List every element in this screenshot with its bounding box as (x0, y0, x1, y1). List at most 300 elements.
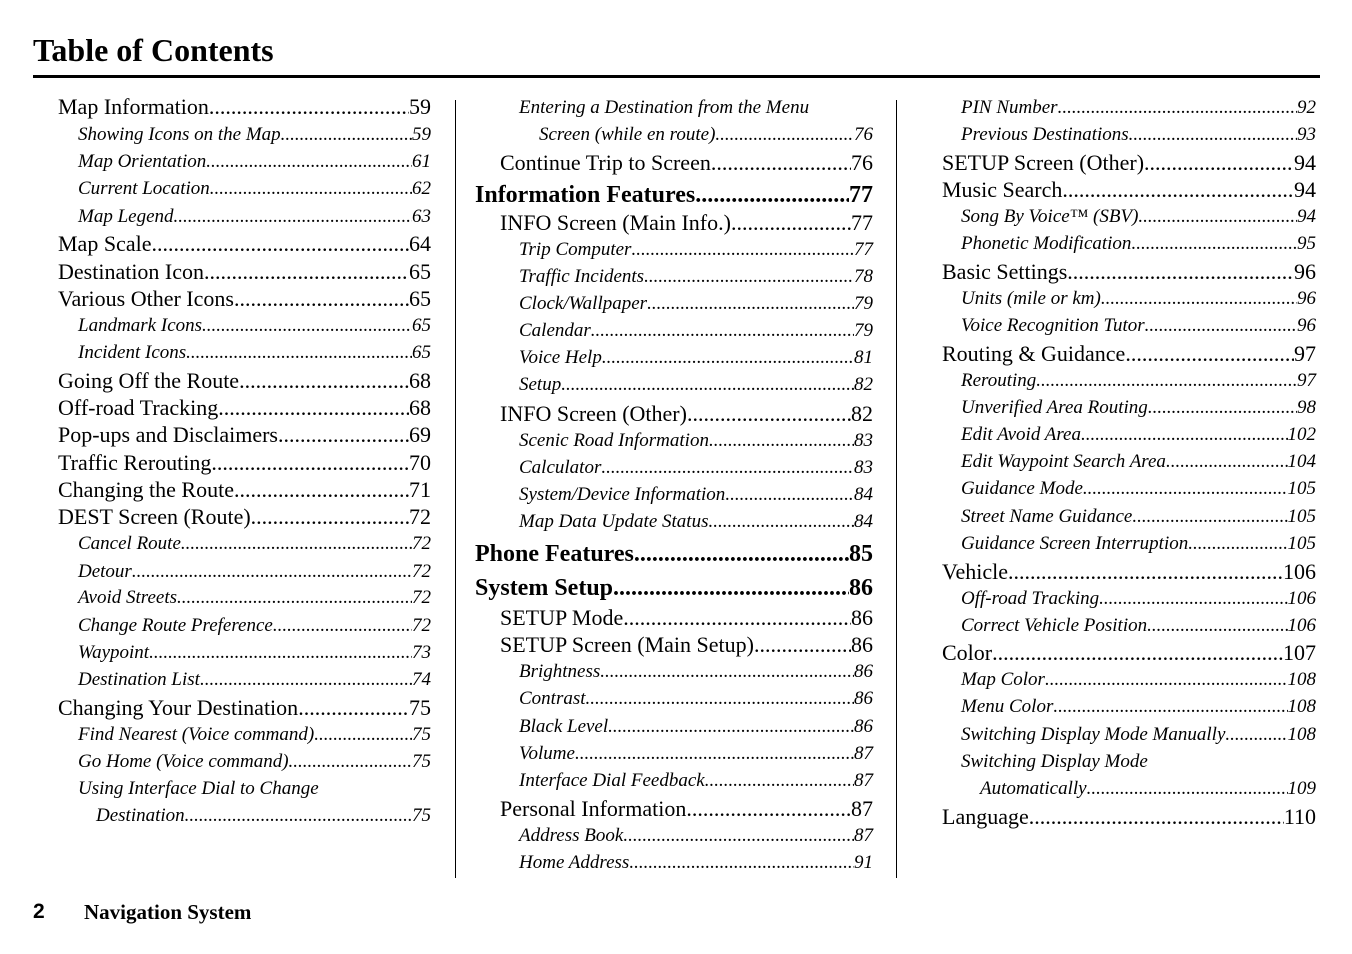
toc-entry[interactable] (942, 803, 1316, 830)
toc-entry[interactable] (78, 121, 431, 148)
column-divider-1 (455, 100, 456, 878)
toc-page-number: 96 (1297, 288, 1316, 309)
toc-entry[interactable] (961, 230, 1316, 257)
toc-entry[interactable] (519, 427, 873, 454)
toc-entry-label: Calendar (519, 320, 591, 341)
dot-leader (1131, 230, 1297, 257)
dot-leader (273, 612, 412, 639)
dot-leader (281, 121, 412, 148)
toc-entry-label: Color (942, 640, 993, 665)
dot-leader (1132, 503, 1287, 530)
toc-page-number: 108 (1287, 669, 1316, 690)
toc-entry[interactable] (500, 149, 873, 176)
toc-entry-label: Song By Voice™ (SBV) (961, 206, 1139, 227)
toc-entry[interactable] (961, 312, 1316, 339)
toc-page-number: 94 (1294, 177, 1316, 202)
toc-entry-label: DEST Screen (Route) (58, 504, 251, 529)
dot-leader (1099, 585, 1287, 612)
dot-leader (251, 503, 409, 530)
toc-page-number: 86 (854, 661, 873, 682)
toc-page-number: 59 (412, 124, 431, 145)
toc-page-number: 73 (412, 642, 431, 663)
toc-entry[interactable] (78, 666, 431, 693)
toc-page-number: 83 (854, 430, 873, 451)
toc-entry[interactable] (500, 604, 873, 631)
toc-entry-label: Detour (78, 561, 132, 582)
dot-leader (218, 394, 409, 421)
dot-leader (1129, 121, 1297, 148)
toc-page-number: 87 (854, 770, 873, 791)
toc-entry-label: Address Book (519, 825, 624, 846)
dot-leader (575, 740, 854, 767)
toc-section-heading[interactable] (475, 539, 873, 569)
toc-entry-label: Changing the Route (58, 477, 234, 502)
toc-entry[interactable] (961, 693, 1316, 720)
toc-page-number: 77 (854, 239, 873, 260)
toc-entry[interactable] (519, 658, 873, 685)
toc-page-number: 76 (851, 150, 873, 175)
dot-leader (613, 573, 849, 603)
toc-page-number: 76 (854, 124, 873, 145)
toc-entry[interactable] (961, 421, 1316, 448)
toc-entry-label: Off-road Tracking (961, 588, 1100, 609)
page-title: Table of Contents (33, 32, 274, 68)
toc-entry[interactable] (519, 767, 873, 794)
toc-page-number: 72 (412, 561, 431, 582)
toc-entry-label: Go Home (Voice command) (78, 751, 289, 772)
toc-entry[interactable] (78, 148, 431, 175)
toc-page-number: 84 (854, 484, 873, 505)
toc-page-number: 78 (854, 266, 873, 287)
toc-page-number: 69 (409, 422, 431, 447)
dot-leader (151, 230, 409, 257)
toc-page-number: 87 (854, 825, 873, 846)
toc-entry-label: Street Name Guidance (961, 506, 1133, 527)
toc-page-number: 64 (409, 231, 431, 256)
dot-leader (1188, 530, 1287, 557)
toc-entry[interactable] (58, 258, 431, 285)
dot-leader (174, 203, 412, 230)
toc-entry[interactable] (539, 121, 873, 148)
toc-entry[interactable] (58, 394, 431, 421)
toc-entry[interactable] (961, 285, 1316, 312)
toc-entry[interactable] (961, 121, 1316, 148)
toc-entry-label: Automatically (980, 778, 1087, 799)
toc-entry[interactable] (78, 748, 431, 775)
dot-leader (705, 767, 854, 794)
toc-entry[interactable] (980, 775, 1316, 802)
dot-leader (1144, 149, 1294, 176)
toc-entry[interactable] (96, 802, 431, 829)
toc-entry-label: Find Nearest (Voice command) (78, 724, 315, 745)
toc-entry[interactable] (961, 475, 1316, 502)
toc-page-number: 79 (854, 293, 873, 314)
toc-page-number: 79 (854, 320, 873, 341)
dot-leader (1166, 448, 1288, 475)
toc-entry-label: Pop-ups and Disclaimers (58, 422, 278, 447)
toc-entry-label: Black Level (519, 716, 609, 737)
dot-leader (234, 285, 409, 312)
toc-entry-label: Destination (96, 805, 185, 826)
toc-page-number: 65 (412, 315, 431, 336)
toc-entry-label: Edit Waypoint Search Area (961, 451, 1166, 472)
toc-entry-label: Changing Your Destination (58, 695, 299, 720)
dot-leader (177, 584, 412, 611)
dot-leader (1138, 203, 1297, 230)
dot-leader (695, 180, 849, 210)
toc-page-number: 82 (851, 401, 873, 426)
toc-entry[interactable] (78, 584, 431, 611)
dot-leader (1225, 721, 1287, 748)
dot-leader (149, 639, 412, 666)
toc-page-number: 105 (1287, 533, 1316, 554)
dot-leader (1087, 775, 1288, 802)
toc-section-heading[interactable] (475, 180, 873, 210)
toc-entry[interactable] (58, 367, 431, 394)
toc-entry[interactable] (58, 421, 431, 448)
toc-entry[interactable] (58, 285, 431, 312)
toc-entry[interactable] (961, 721, 1316, 748)
toc-page-number: 72 (412, 615, 431, 636)
toc-entry[interactable] (961, 203, 1316, 230)
dot-leader (298, 694, 409, 721)
toc-entry-label: SETUP Screen (Other) (942, 150, 1145, 175)
toc-entry[interactable] (519, 685, 873, 712)
toc-page-number: 87 (851, 796, 873, 821)
toc-entry-label: Calculator (519, 457, 602, 478)
dot-leader (289, 748, 412, 775)
dot-leader (1036, 367, 1297, 394)
toc-entry[interactable] (961, 367, 1316, 394)
toc-entry[interactable] (961, 530, 1316, 557)
toc-page-number: 82 (854, 374, 873, 395)
toc-entry[interactable] (500, 631, 873, 658)
toc-entry-label: Basic Settings (942, 259, 1068, 284)
toc-entry-label: System Setup (475, 575, 614, 601)
toc-entry-label: Destination List (78, 669, 200, 690)
toc-entry-label: Unverified Area Routing (961, 397, 1148, 418)
dot-leader (181, 530, 412, 557)
toc-entry[interactable] (961, 503, 1316, 530)
dot-leader (601, 454, 854, 481)
toc-entry[interactable] (78, 175, 431, 202)
dot-leader (631, 236, 854, 263)
toc-entry-label: Brightness (519, 661, 601, 682)
toc-page-number: 63 (412, 206, 431, 227)
toc-entry-label: Information Features (475, 182, 696, 208)
dot-leader (687, 400, 851, 427)
column-divider-2 (896, 100, 897, 878)
toc-page-number: 105 (1287, 506, 1316, 527)
dot-leader (647, 290, 854, 317)
toc-entry-label: Contrast (519, 688, 586, 709)
dot-leader (1058, 94, 1297, 121)
toc-page-number: 93 (1297, 124, 1316, 145)
toc-entry-label: Voice Recognition Tutor (961, 315, 1145, 336)
toc-entry-label: Routing & Guidance (942, 341, 1126, 366)
toc-page-number: 86 (854, 716, 873, 737)
toc-page-number: 68 (409, 395, 431, 420)
toc-entry-label: Guidance Mode (961, 478, 1083, 499)
toc-entry-label: PIN Number (961, 97, 1058, 118)
toc-entry[interactable] (78, 721, 431, 748)
toc-page-number: 96 (1297, 315, 1316, 336)
toc-page-number: 109 (1287, 778, 1316, 799)
toc-entry-label: Current Location (78, 178, 210, 199)
toc-entry[interactable] (58, 230, 431, 257)
toc-entry-label: Landmark Icons (78, 315, 203, 336)
toc-entry[interactable] (519, 849, 873, 876)
toc-entry-label: Scenic Road Information (519, 430, 709, 451)
dot-leader (1053, 693, 1287, 720)
toc-page-number: 75 (409, 695, 431, 720)
dot-leader (586, 685, 854, 712)
toc-page-number: 61 (412, 151, 431, 172)
dot-leader (314, 721, 412, 748)
toc-page-number: 91 (854, 852, 873, 873)
toc-page-number: 72 (412, 587, 431, 608)
dot-leader (1125, 340, 1294, 367)
toc-entry-label: Clock/Wallpaper (519, 293, 648, 314)
dot-leader (623, 604, 851, 631)
dot-leader (725, 481, 854, 508)
toc-entry-label: Personal Information (500, 796, 687, 821)
toc-entry[interactable] (58, 503, 431, 530)
toc-section-heading[interactable] (475, 573, 873, 603)
toc-entry[interactable] (961, 585, 1316, 612)
toc-entry-label: Going Off the Route (58, 368, 240, 393)
toc-entry-label: Previous Destinations (961, 124, 1129, 145)
dot-leader (1145, 312, 1297, 339)
toc-page-number: 86 (851, 605, 873, 630)
toc-page-number: 94 (1294, 150, 1316, 175)
toc-entry-label: Rerouting (961, 370, 1037, 391)
toc-entry[interactable] (78, 558, 431, 585)
toc-entry[interactable] (78, 312, 431, 339)
dot-leader (200, 666, 412, 693)
dot-leader (629, 849, 854, 876)
toc-entry-label: Map Scale (58, 231, 152, 256)
toc-entry[interactable] (519, 822, 873, 849)
dot-leader (206, 148, 412, 175)
dot-leader (1147, 612, 1287, 639)
toc-entry[interactable] (500, 795, 873, 822)
toc-page-number: 59 (409, 94, 431, 119)
dot-leader (992, 639, 1283, 666)
dot-leader (602, 344, 854, 371)
toc-entry-label: Continue Trip to Screen (500, 150, 711, 175)
toc-page-number: 85 (849, 541, 873, 567)
toc-page-number: 110 (1283, 804, 1316, 829)
toc-entry-label: Units (mile or km) (961, 288, 1101, 309)
toc-entry[interactable] (500, 209, 873, 236)
toc-entry[interactable] (519, 481, 873, 508)
dot-leader (608, 713, 854, 740)
dot-leader (204, 258, 409, 285)
toc-entry-label: Trip Computer (519, 239, 632, 260)
toc-entry[interactable] (942, 258, 1316, 285)
toc-page-number: 104 (1287, 451, 1316, 472)
toc-entry[interactable] (58, 694, 431, 721)
toc-page-number: 108 (1287, 696, 1316, 717)
toc-entry-label: Correct Vehicle Position (961, 615, 1148, 636)
toc-entry[interactable] (78, 203, 431, 230)
toc-page-number: 62 (412, 178, 431, 199)
toc-entry-label: INFO Screen (Main Info.) (500, 210, 731, 235)
toc-page-number: 75 (412, 805, 431, 826)
dot-leader (211, 449, 409, 476)
dot-leader (239, 367, 409, 394)
toc-entry-label: Map Legend (78, 206, 174, 227)
toc-entry-label: Vehicle (942, 559, 1008, 584)
toc-entry[interactable] (519, 371, 873, 398)
toc-entry[interactable] (519, 344, 873, 371)
toc-page-number: 86 (851, 632, 873, 657)
dot-leader (1081, 421, 1288, 448)
toc-page-number: 92 (1297, 97, 1316, 118)
toc-page-number: 102 (1287, 424, 1316, 445)
toc-page-number: 81 (854, 347, 873, 368)
toc-entry[interactable] (961, 448, 1316, 475)
dot-leader (209, 93, 409, 120)
toc-entry-label: Guidance Screen Interruption (961, 533, 1189, 554)
toc-entry-label: Edit Avoid Area (961, 424, 1081, 445)
toc-entry-label: Cancel Route (78, 533, 181, 554)
dot-leader (711, 149, 851, 176)
toc-entry[interactable] (942, 340, 1316, 367)
dot-leader (561, 371, 854, 398)
toc-page-number: 71 (409, 477, 431, 502)
toc-entry-label: Using Interface Dial to Change (78, 778, 319, 799)
dot-leader (210, 175, 412, 202)
dot-leader (1045, 666, 1288, 693)
toc-entry-label: Traffic Rerouting (58, 450, 212, 475)
dot-leader (715, 121, 854, 148)
toc-page-number: 77 (849, 182, 873, 208)
toc-entry[interactable] (58, 449, 431, 476)
toc-entry[interactable] (942, 558, 1316, 585)
toc-entry[interactable] (78, 639, 431, 666)
toc-page-number: 86 (849, 575, 873, 601)
toc-page-number: 75 (412, 751, 431, 772)
toc-page-number: 95 (1297, 233, 1316, 254)
toc-page-number: 108 (1287, 724, 1316, 745)
toc-entry[interactable] (961, 94, 1316, 121)
toc-entry[interactable] (519, 263, 873, 290)
toc-entry[interactable] (942, 176, 1316, 203)
dot-leader (1101, 285, 1297, 312)
toc-entry-label: Interface Dial Feedback (519, 770, 705, 791)
toc-entry[interactable] (519, 454, 873, 481)
dot-leader (278, 421, 409, 448)
dot-leader (600, 658, 854, 685)
dot-leader (186, 339, 412, 366)
toc-entry-label: Change Route Preference (78, 615, 273, 636)
toc-page-number: 70 (409, 450, 431, 475)
toc-entry-label: Home Address (519, 852, 630, 873)
toc-entry[interactable] (519, 508, 873, 535)
toc-entry-label: Traffic Incidents (519, 266, 645, 287)
toc-entry[interactable] (519, 317, 873, 344)
dot-leader (1148, 394, 1297, 421)
toc-page-number: 106 (1287, 615, 1316, 636)
toc-page-number: 75 (412, 724, 431, 745)
toc-entry-label: Map Data Update Status (519, 511, 709, 532)
toc-page-number: 65 (412, 342, 431, 363)
toc-entry[interactable] (78, 530, 431, 557)
toc-page-number: 106 (1287, 588, 1316, 609)
footer-page-number: 2 (33, 900, 45, 923)
toc-entry[interactable] (58, 93, 431, 120)
toc-page-number: 105 (1287, 478, 1316, 499)
toc-entry-label: Switching Display Mode Manually (961, 724, 1226, 745)
toc-page-number: 83 (854, 457, 873, 478)
toc-entry[interactable] (961, 666, 1316, 693)
dot-leader (1008, 558, 1283, 585)
toc-entry-label: Destination Icon (58, 259, 205, 284)
toc-entry-label: Menu Color (961, 696, 1054, 717)
toc-entry-label: SETUP Screen (Main Setup) (500, 632, 754, 657)
dot-leader (202, 312, 412, 339)
dot-leader (234, 476, 409, 503)
toc-entry[interactable] (519, 740, 873, 767)
toc-entry-label: System/Device Information (519, 484, 726, 505)
toc-entry-label: Language (942, 804, 1029, 829)
toc-entry-label: Phonetic Modification (961, 233, 1132, 254)
dot-leader (1083, 475, 1288, 502)
dot-leader (1067, 258, 1294, 285)
dot-leader (731, 209, 851, 236)
toc-entry-label: Map Orientation (78, 151, 207, 172)
toc-entry-label: Switching Display Mode (961, 751, 1148, 772)
toc-entry[interactable] (519, 236, 873, 263)
toc-entry-label: Voice Help (519, 347, 602, 368)
toc-entry-label: Setup (519, 374, 562, 395)
toc-page-number: 86 (854, 688, 873, 709)
toc-entry[interactable] (961, 394, 1316, 421)
toc-page-number: 65 (409, 286, 431, 311)
toc-entry[interactable] (500, 400, 873, 427)
dot-leader (591, 317, 854, 344)
toc-page-number: 87 (854, 743, 873, 764)
toc-entry-label: Off-road Tracking (58, 395, 219, 420)
dot-leader (634, 539, 849, 569)
toc-entry-label: SETUP Mode (500, 605, 624, 630)
toc-page-number: 84 (854, 511, 873, 532)
toc-entry-label: Waypoint (78, 642, 150, 663)
dot-leader (185, 802, 412, 829)
toc-entry-label: Music Search (942, 177, 1063, 202)
title-divider (33, 75, 1320, 78)
toc-entry[interactable] (58, 476, 431, 503)
toc-entry[interactable] (519, 713, 873, 740)
toc-entry-label: Various Other Icons (58, 286, 234, 311)
toc-page-number: 72 (409, 504, 431, 529)
toc-entry-label: Entering a Destination from the Menu (519, 97, 810, 118)
toc-entry[interactable] (942, 149, 1316, 176)
toc-page-number: 98 (1297, 397, 1316, 418)
dot-leader (1062, 176, 1294, 203)
toc-entry[interactable] (519, 290, 873, 317)
toc-page-number: 77 (851, 210, 873, 235)
toc-entry[interactable] (961, 612, 1316, 639)
toc-entry-label: Showing Icons on the Map (78, 124, 281, 145)
toc-entry[interactable] (942, 639, 1316, 666)
toc-entry[interactable] (78, 339, 431, 366)
toc-page-number: 94 (1297, 206, 1316, 227)
toc-entry[interactable] (78, 612, 431, 639)
toc-page-number: 96 (1294, 259, 1316, 284)
